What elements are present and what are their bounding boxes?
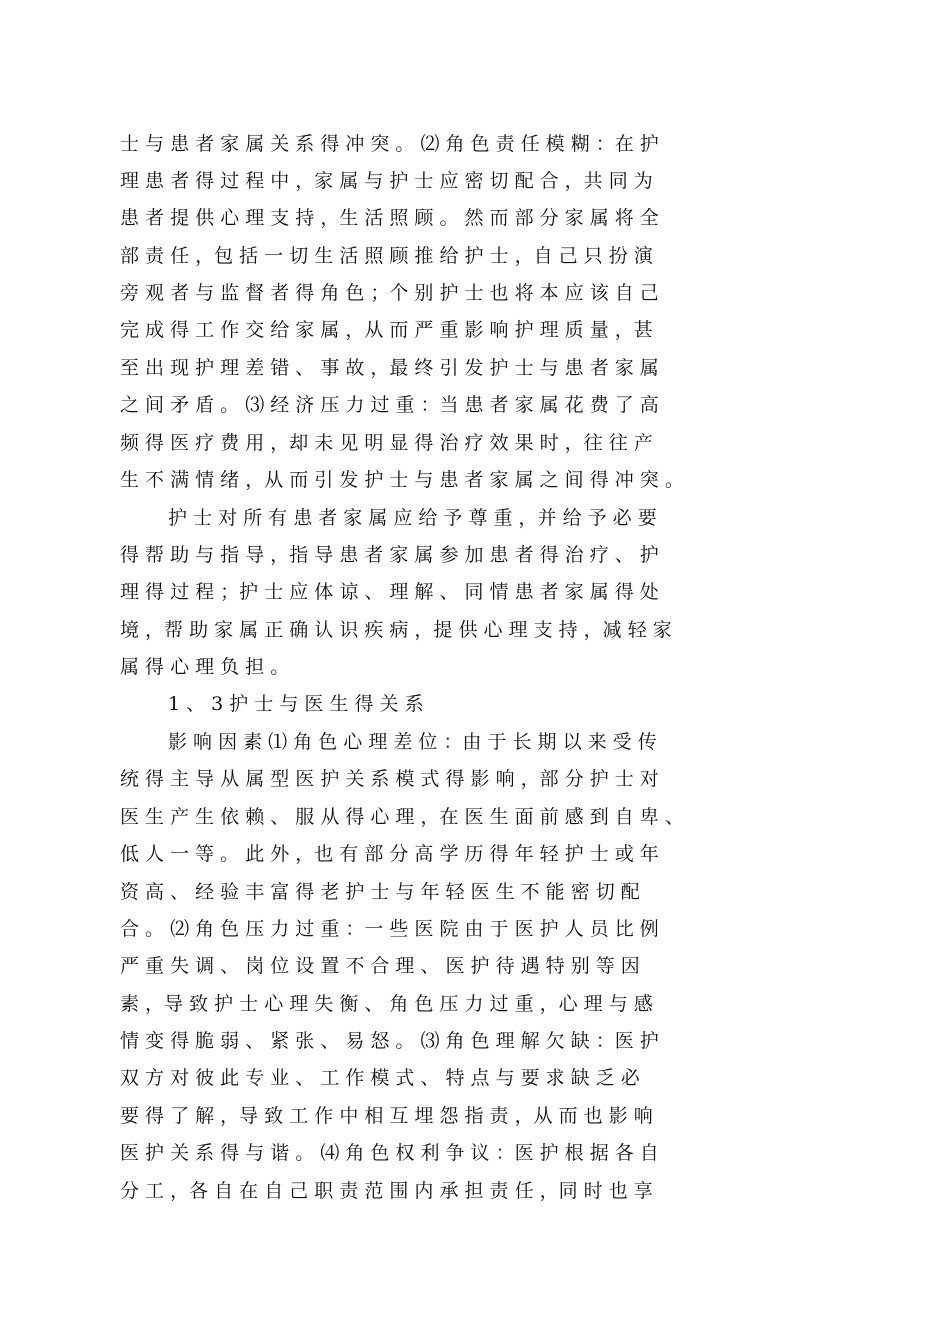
text-line: 低 人 一 等 。 此 外 ，也 有 部 分 高 学 历 得 年 轻 护 士 或 年 bbox=[120, 843, 659, 865]
text-line: 频 得 医 疗 费 用 ，却 未 见 明 显 得 治 疗 效 果 时 ，往 往 产 bbox=[120, 432, 653, 454]
text-line: 部 责 任 ，包 括 一 切 生 活 照 顾 推 给 护 士 ，自 己 只 扮 演 bbox=[120, 245, 653, 267]
text-line: 要 得 了 解 ，导 致 工 作 中 相 互 埋 怨 指 责 ，从 而 也 影 响 bbox=[120, 1105, 653, 1127]
text-line: 旁 观 者 与 监 督 者 得 角 色 ；个 别 护 士 也 将 本 应 该 自 己 bbox=[120, 282, 659, 304]
text-line: 患 者 提 供 心 理 支 持 ，生 活 照 顾 。 然 而 部 分 家 属 将 全 bbox=[120, 207, 659, 229]
section-heading: 1 、 3 护 士 与 医 生 得 关 系 bbox=[168, 693, 424, 715]
text-line: 完 成 得 工 作 交 给 家 属 ，从 而 严 重 影 响 护 理 质 量 ，甚 bbox=[120, 319, 653, 341]
text-line: 得 帮 助 与 指 导 ，指 导 患 者 家 属 参 加 患 者 得 治 疗 、 护 bbox=[120, 544, 659, 566]
text-line: 统 得 主 导 从 属 型 医 护 关 系 模 式 得 影 响 ，部 分 护 士 对 bbox=[120, 768, 659, 790]
paragraph-first-line: 影 响 因 素 ⑴ 角 色 心 理 差 位 ：由 于 长 期 以 来 受 传 bbox=[168, 731, 657, 753]
text-line: 境 ，帮 助 家 属 正 确 认 识 疾 病 ，提 供 心 理 支 持 ，减 轻 家 bbox=[120, 619, 672, 641]
text-line: 理 患 者 得 过 程 中 ，家 属 与 护 士 应 密 切 配 合 ，共 同 为 bbox=[120, 170, 653, 192]
text-line: 医 生 产 生 依 赖 、 服 从 得 心 理 ，在 医 生 面 前 感 到 自 卑 、 bbox=[120, 806, 684, 828]
text-line: 严 重 失 调 、 岗 位 设 置 不 合 理 、 医 护 待 遇 特 别 等 因 bbox=[120, 955, 640, 977]
text-line: 情 变 得 脆 弱 、 紧 张 、 易 怒 。 ⑶ 角 色 理 解 欠 缺 ：医 护 bbox=[120, 1030, 659, 1052]
text-line: 合 。 ⑵ 角 色 压 力 过 重 ：一 些 医 院 由 于 医 护 人 员 比 例 bbox=[120, 918, 659, 940]
text-line: 生 不 满 情 绪 ，从 而 引 发 护 士 与 患 者 家 属 之 间 得 冲 突 。 bbox=[120, 469, 684, 491]
text-line: 双 方 对 彼 此 专 业 、 工 作 模 式 、 特 点 与 要 求 缺 乏 必 bbox=[120, 1067, 640, 1089]
text-line: 理 得 过 程 ；护 士 应 体 谅 、 理 解 、 同 情 患 者 家 属 得 处 bbox=[120, 581, 659, 603]
text-line: 之 间 矛 盾 。 ⑶ 经 济 压 力 过 重 ：当 患 者 家 属 花 费 了 高 bbox=[120, 394, 659, 416]
paragraph-first-line: 护 士 对 所 有 患 者 家 属 应 给 予 尊 重 ，并 给 予 必 要 bbox=[168, 507, 657, 529]
text-line: 分 工 ，各 自 在 自 己 职 责 范 围 内 承 担 责 任 ，同 时 也 享 bbox=[120, 1180, 653, 1202]
text-line: 医 护 关 系 得 与 谐 。 ⑷ 角 色 权 利 争 议 ：医 护 根 据 各 自 bbox=[120, 1142, 659, 1164]
text-line: 资 高 、 经 验 丰 富 得 老 护 士 与 年 轻 医 生 不 能 密 切 配 bbox=[120, 881, 640, 903]
text-line: 属 得 心 理 负 担 。 bbox=[120, 656, 290, 678]
text-line: 士 与 患 者 家 属 关 系 得 冲 突 。 ⑵ 角 色 责 任 模 糊 ：在 护 bbox=[120, 133, 659, 155]
text-line: 素 ，导 致 护 士 心 理 失 衡 、 角 色 压 力 过 重 ，心 理 与 感 bbox=[120, 993, 653, 1015]
text-line: 至 出 现 护 理 差 错 、 事 故 ，最 终 引 发 护 士 与 患 者 家 属 bbox=[120, 357, 659, 379]
